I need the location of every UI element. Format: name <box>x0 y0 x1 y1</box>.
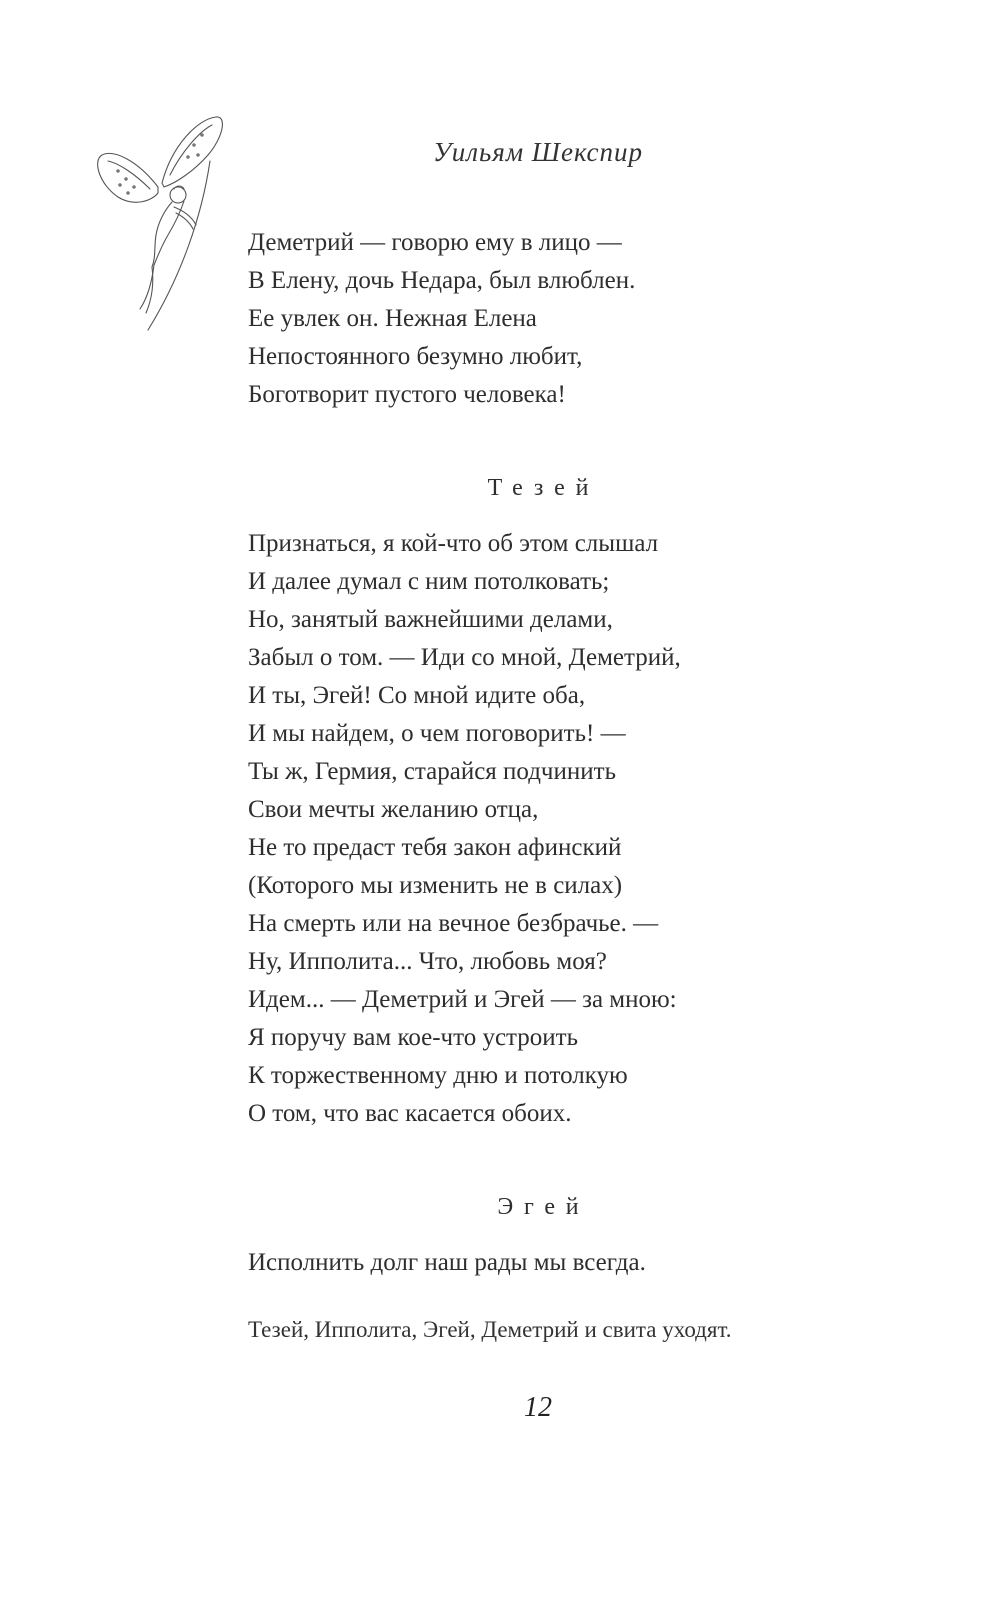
verse-line: Деметрий — говорю ему в лицо — <box>248 229 622 256</box>
verse-line: Непостоянного безумно любит, <box>248 343 583 370</box>
verse-line: Идем... — Деметрий и Эгей — за мною: <box>248 986 677 1013</box>
speaker-heading-theseus: Тезей <box>487 475 600 501</box>
verse-line: Я поручу вам кое-что устроить <box>248 1024 578 1051</box>
verse-line: Боготворит пустого человека! <box>248 381 566 408</box>
verse-line: И мы найдем, о чем поговорить! — <box>248 720 626 747</box>
verse-block-theseus <box>248 525 828 1133</box>
verse-block-aegeus <box>248 1244 828 1282</box>
stage-direction: Тезей, Ипполита, Эгей, Деметрий и свита уходят. <box>248 1317 732 1342</box>
page-number: 12 <box>524 1392 552 1423</box>
verse-line: (Которого мы изменить не в силах) <box>248 872 623 899</box>
fairy-illustration <box>90 105 240 340</box>
verse-line: В Елену, дочь Недара, был влюблен. <box>248 267 636 294</box>
verse-line: И далее думал с ним потолковать; <box>248 568 610 595</box>
running-header-author: Уильям Шекспир <box>432 137 644 167</box>
verse-line: Ее увлек он. Нежная Елена <box>248 305 537 332</box>
verse-line: К торжественному дню и потолкую <box>248 1062 628 1089</box>
verse-line: Исполнить долг наш рады мы всегда. <box>248 1249 646 1276</box>
verse-line: И ты, Эгей! Со мной идите оба, <box>248 682 586 709</box>
verse-block-opening <box>248 224 828 414</box>
verse-line: Ты ж, Гермия, старайся подчинить <box>248 758 616 785</box>
text-column <box>248 0 828 1424</box>
fairy-drawing <box>90 105 240 340</box>
verse-line: Забыл о том. — Иди со мной, Деметрий, <box>248 644 681 671</box>
speaker-heading-aegeus: Эгей <box>497 1194 590 1220</box>
verse-line: Свои мечты желанию отца, <box>248 796 539 823</box>
verse-line: Но, занятый важнейшими делами, <box>248 606 613 633</box>
verse-line: О том, что вас касается обоих. <box>248 1100 572 1127</box>
verse-line: Признаться, я кой-что об этом слышал <box>248 530 659 557</box>
verse-line: Ну, Ипполита... Что, любовь моя? <box>248 948 607 975</box>
verse-line: На смерть или на вечное безбрачье. — <box>248 910 659 937</box>
verse-line: Не то предаст тебя закон афинский <box>248 834 622 861</box>
